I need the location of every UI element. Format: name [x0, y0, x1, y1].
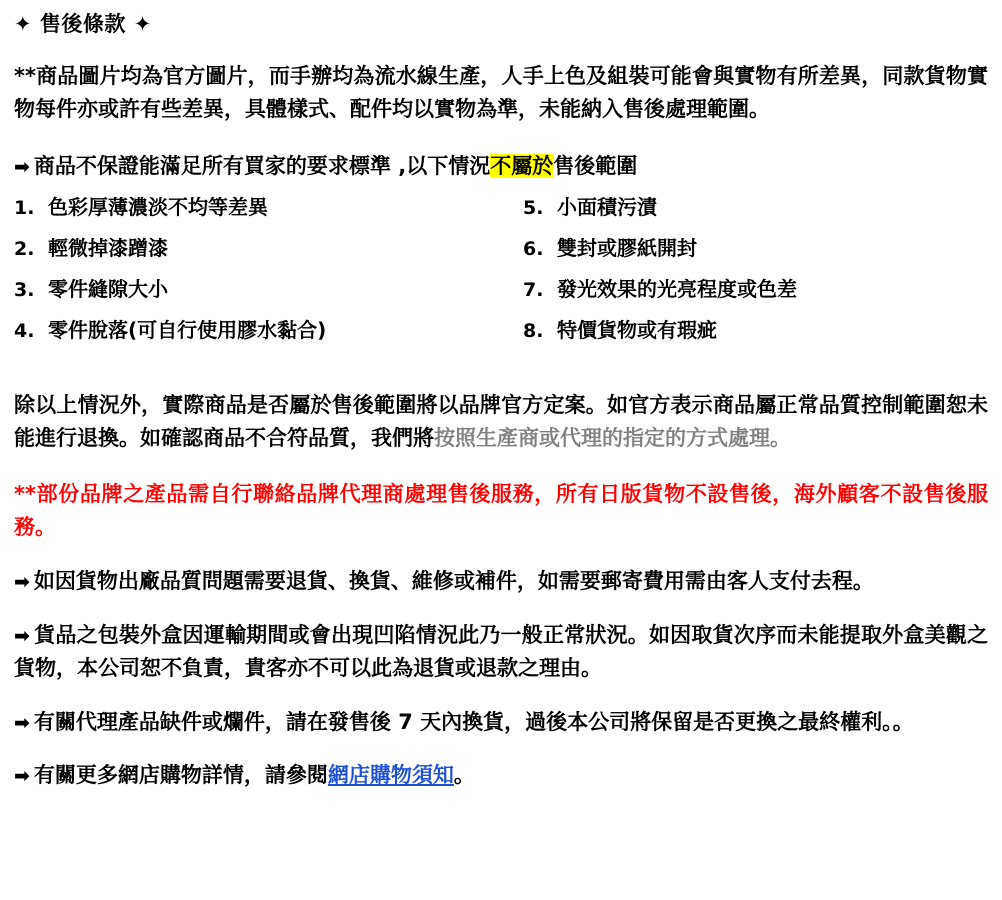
page-title: ✦ 售後條款 ✦ — [14, 12, 152, 36]
policy-paragraph-part2: 按照生產商或代理的指定的方式處理。 — [434, 426, 791, 451]
list-item-number: 7. — [523, 278, 544, 301]
shopping-guide-note — [14, 759, 988, 793]
list-item — [523, 235, 988, 260]
arrow-icon: ➡ — [14, 711, 30, 734]
note-item — [14, 619, 988, 686]
list-item — [14, 235, 501, 260]
list-item-number: 8. — [523, 319, 544, 342]
arrow-icon: ➡ — [14, 624, 30, 647]
shopping-guide-link[interactable]: 網店購物須知 — [327, 763, 454, 788]
list-item-label: 零件縫隙大小 — [48, 276, 168, 301]
list-item-label: 發光效果的光亮程度或色差 — [557, 276, 797, 301]
arrow-icon: ➡ — [14, 570, 30, 593]
exclusion-heading — [14, 151, 988, 183]
exclusion-heading-after: 售後範圍 — [553, 154, 638, 179]
list-item-number: 1. — [14, 196, 35, 219]
list-item — [14, 276, 501, 301]
list-item-label: 零件脫落(可自行使用膠水黏合) — [48, 317, 327, 342]
policy-paragraph — [14, 389, 988, 456]
list-item-number: 5. — [523, 196, 544, 219]
arrow-icon: ➡ — [14, 765, 30, 788]
note-item — [14, 565, 988, 599]
shopping-guide-note-after: 。 — [453, 763, 475, 788]
list-item-label: 色彩厚薄濃淡不均等差異 — [48, 194, 268, 219]
note-text: 貨品之包裝外盒因運輸期間或會出現凹陷情況此乃一般正常狀況。如因取貨次序而未能提取外盒美觀之貨物，本公司恕不負責，貴客亦不可以此為退貨或退款之理由。 — [14, 622, 988, 681]
list-item-label: 小面積污漬 — [557, 194, 657, 219]
shopping-guide-note-before: 有關更多網店購物詳情，請參閱 — [33, 763, 328, 788]
list-item — [523, 194, 988, 219]
exclusion-list-left — [14, 194, 501, 361]
exclusion-lists — [14, 194, 988, 361]
list-item-label: 輕微掉漆蹭漆 — [48, 235, 168, 260]
note-text: 有關代理產品缺件或爛件，請在發售後 7 天內換貨，過後本公司將保留是否更換之最終權利。。 — [33, 709, 914, 734]
list-item-label: 特價貨物或有瑕疵 — [557, 317, 717, 342]
exclusion-heading-before: 商品不保證能滿足所有買家的要求標準 ,以下情況 — [33, 154, 491, 179]
red-notice: **部份品牌之產品需自行聯絡品牌代理商處理售後服務，所有日版貨物不設售後，海外顧客不設售後服務。 — [14, 481, 988, 540]
list-item — [14, 194, 501, 219]
list-item-number: 4. — [14, 319, 35, 342]
after-sales-terms-document — [0, 8, 1002, 900]
intro-paragraph: **商品圖片均為官方圖片，而手辦均為流水線生產，人手上色及組裝可能會與實物有所差異，同款貨物實物每件亦或許有些差異，具體樣式、配件均以實物為準，未能納入售後處理範圍。 — [14, 64, 988, 121]
policy-paragraph-part1: 除以上情況外，實際商品是否屬於售後範圍將以品牌官方定案。如官方表示商品屬正常品質控制範圍恕未能進行退換。如確認商品不合符品質，我們將 — [14, 392, 988, 451]
list-item-number: 6. — [523, 237, 544, 260]
list-item-label: 雙封或膠紙開封 — [557, 235, 697, 260]
list-item-number: 3. — [14, 278, 35, 301]
arrow-icon: ➡ — [14, 156, 30, 179]
list-item — [523, 276, 988, 301]
note-item — [14, 706, 988, 740]
list-item-number: 2. — [14, 237, 35, 260]
exclusion-list-right — [501, 194, 988, 361]
exclusion-heading-highlight: 不屬於 — [490, 154, 554, 179]
list-item — [523, 317, 988, 342]
list-item — [14, 317, 501, 342]
note-text: 如因貨物出廠品質問題需要退貨、換貨、維修或補件，如需要郵寄費用需由客人支付去程。 — [33, 568, 874, 593]
